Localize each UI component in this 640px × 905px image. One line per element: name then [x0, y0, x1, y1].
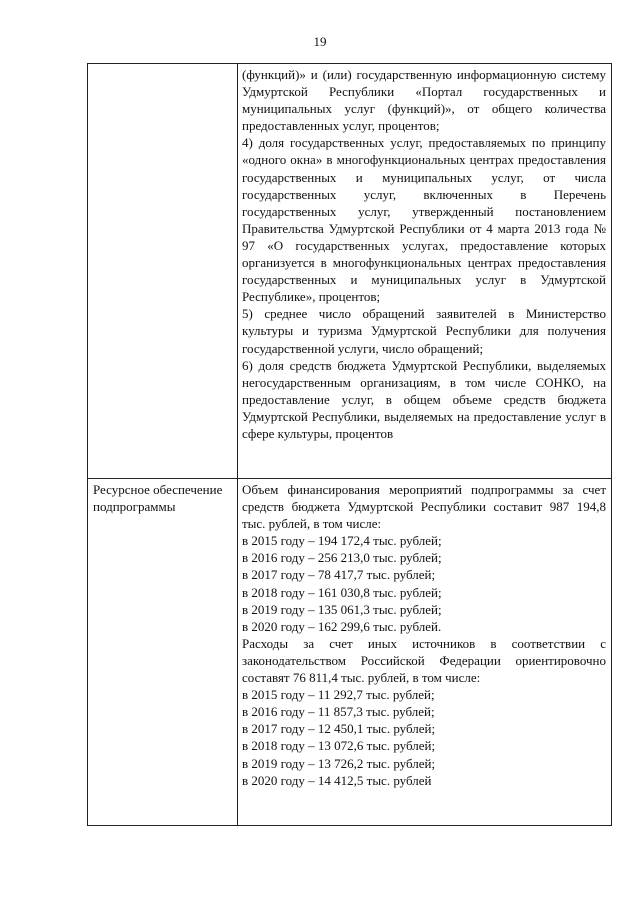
other-funding-line: в 2015 году – 11 292,7 тыс. рублей; [242, 687, 435, 703]
page-number: 19 [313, 34, 327, 49]
budget-line: в 2017 году – 78 417,7 тыс. рублей; [242, 567, 436, 583]
indicator-paragraph: 5) среднее число обращений заявителей в Министерство культуры и туризма Удмуртской Республики для получения государственной услуги, число обращений; [242, 306, 606, 356]
indicator-paragraph: 4) доля государственных услуг, предоставляемых по принципу «одного окна» в многофункциональных центрах предоставления государственных и муниципальных услуг, от числа государственных услуг, включенных в Перечень государственных услуг, утвержденный постановлением Правительства Удмуртской Республики от 4 марта 2013 года № 97 «О государственных услугах, предоставление которых организуется в многофункциональных центрах предоставления государственных и муниципальных услуг в Удмуртской Республике», процентов; [242, 135, 606, 305]
row-label-cell [88, 64, 238, 479]
resource-label: Ресурсное обеспечение подпрограммы [93, 482, 223, 515]
funding-cell [238, 479, 612, 826]
indicator-paragraph: (функций)» и (или) государственную информационную систему Удмуртской Республики «Портал государственных и муниципальных услуг (функций)», от общего количества предоставленных услуг, процентов; [242, 67, 606, 134]
row-label-cell [88, 479, 238, 826]
table-row [88, 64, 612, 479]
other-funding-line: в 2019 году – 13 726,2 тыс. рублей; [242, 755, 436, 771]
budget-line: в 2020 году – 162 299,6 тыс. рублей. [242, 618, 442, 634]
other-funding-line: в 2016 году – 11 857,3 тыс. рублей; [242, 704, 435, 720]
budget-line: в 2019 году – 135 061,3 тыс. рублей; [242, 601, 442, 617]
other-funding-line: в 2018 году – 13 072,6 тыс. рублей; [242, 738, 436, 754]
budget-line: в 2015 году – 194 172,4 тыс. рублей; [242, 533, 442, 549]
indicators-cell [238, 64, 612, 479]
other-funding-line: в 2020 году – 14 412,5 тыс. рублей [242, 772, 432, 788]
other-funding-line: в 2017 году – 12 450,1 тыс. рублей; [242, 721, 436, 737]
indicator-paragraph: 6) доля средств бюджета Удмуртской Республики, выделяемых негосударственным организациям, в том числе СОНКО, на предоставление услуг, в общем объеме средств бюджета Удмуртской Республики, выделяемых на предоставление услуг в сфере культуры, процентов [242, 357, 606, 441]
budget-line: в 2016 году – 256 213,0 тыс. рублей; [242, 550, 442, 566]
program-passport-table [87, 63, 612, 826]
funding-intro: Объем финансирования мероприятий подпрограммы за счет средств бюджета Удмуртской Республики составит 987 194,8 тыс. рублей, в том числе: [242, 482, 606, 532]
budget-line: в 2018 году – 161 030,8 тыс. рублей; [242, 584, 442, 600]
other-funding-intro: Расходы за счет иных источников в соответствии с законодательством Российской Федерации ориентировочно составят 76 811,4 тыс. рублей, в том числе: [242, 635, 606, 686]
table-row [88, 479, 612, 826]
